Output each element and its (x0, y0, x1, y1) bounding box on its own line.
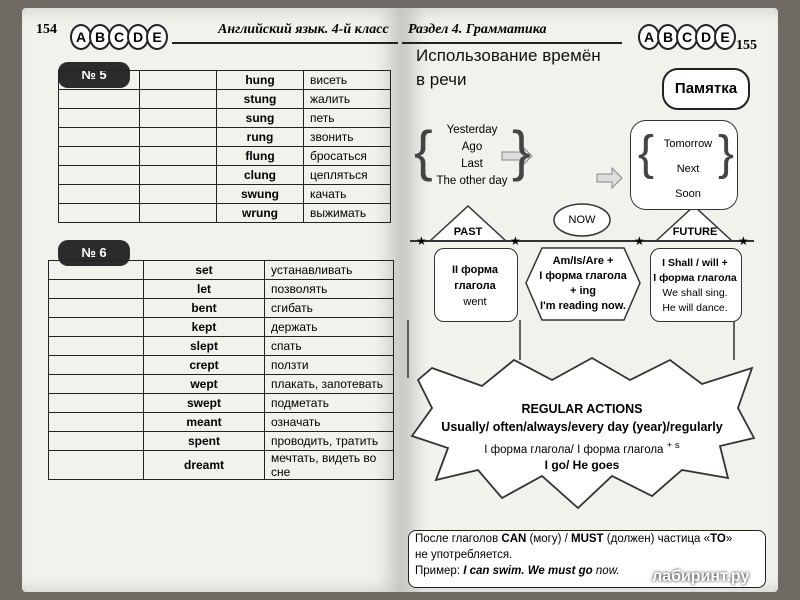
table-row (59, 147, 391, 166)
brace-icon: { (638, 127, 655, 180)
now-form-line: + ing (570, 285, 596, 297)
empty-cell (49, 337, 144, 356)
future-word: Soon (675, 188, 701, 200)
russian-translation: подметать (265, 394, 394, 413)
english-word: sung (217, 109, 304, 128)
header-rule (172, 42, 398, 44)
table-row (59, 204, 391, 223)
empty-cell (140, 166, 217, 185)
logo-letter: C (108, 24, 130, 50)
empty-cell (49, 261, 144, 280)
empty-cell (140, 147, 217, 166)
empty-cell (49, 299, 144, 318)
table-row (49, 280, 394, 299)
russian-translation: цепляться (304, 166, 391, 185)
future-form-line: I Shall / will + (662, 257, 728, 269)
star-icon: ★ (738, 234, 749, 248)
russian-translation: плакать, запотевать (265, 375, 394, 394)
table-row (59, 109, 391, 128)
future-label: FUTURE (672, 226, 718, 238)
logo-letter: B (657, 24, 679, 50)
empty-cell (49, 451, 144, 480)
table-row (49, 356, 394, 375)
english-word: wrung (217, 204, 304, 223)
empty-cell (140, 185, 217, 204)
empty-cell (49, 413, 144, 432)
running-header-right: Раздел 4. Грамматика (408, 22, 547, 37)
past-word: Last (461, 158, 483, 170)
future-word: Tomorrow (663, 138, 713, 150)
empty-cell (59, 185, 140, 204)
table-row (49, 261, 394, 280)
empty-cell (140, 71, 217, 90)
regular-actions-rule (432, 440, 732, 456)
running-header-left: Английский язык. 4-й класс (218, 22, 389, 37)
empty-cell (140, 204, 217, 223)
logo-letter: E (146, 24, 168, 50)
note-text: (могу) / (526, 533, 571, 545)
empty-cell (49, 318, 144, 337)
empty-cell (49, 280, 144, 299)
russian-translation: качать (304, 185, 391, 204)
past-label: PAST (453, 226, 483, 238)
russian-translation: проводить, тратить (265, 432, 394, 451)
english-word: let (144, 280, 265, 299)
russian-translation: спать (265, 337, 394, 356)
empty-cell (49, 356, 144, 375)
english-word: kept (144, 318, 265, 337)
english-word: swung (217, 185, 304, 204)
russian-translation: висеть (304, 71, 391, 90)
past-word: Yesterday (446, 124, 498, 136)
russian-translation: позволять (265, 280, 394, 299)
russian-translation: держать (265, 318, 394, 337)
note-text: » (725, 533, 733, 545)
note-to: TO (710, 533, 726, 545)
memo-bubble: Памятка (662, 68, 750, 110)
exercise-5-badge: № 5 (58, 62, 130, 88)
future-box-text (650, 256, 740, 316)
past-words-list (428, 122, 516, 190)
logo-letter: C (676, 24, 698, 50)
logo-letter: B (89, 24, 111, 50)
empty-cell (49, 375, 144, 394)
now-form-line: Am/Is/Are + (552, 255, 614, 267)
past-form-line: II форма (451, 264, 499, 276)
regular-rule-text: I форма глагола/ I форма глагола (484, 443, 664, 456)
empty-cell (49, 432, 144, 451)
future-form-line: I форма глагола (653, 272, 737, 284)
table-row (49, 375, 394, 394)
table-row (49, 451, 394, 480)
russian-translation: жалить (304, 90, 391, 109)
english-word: stung (217, 90, 304, 109)
table-row (59, 71, 391, 90)
regular-actions-title: REGULAR ACTIONS (521, 402, 643, 416)
future-example: We shall sing. (662, 287, 728, 299)
empty-cell (140, 90, 217, 109)
table-row (49, 394, 394, 413)
empty-cell (49, 394, 144, 413)
table-row (49, 432, 394, 451)
russian-translation: ползти (265, 356, 394, 375)
empty-cell (59, 90, 140, 109)
english-word: crept (144, 356, 265, 375)
empty-cell (140, 128, 217, 147)
past-form-line: глагола (454, 280, 496, 292)
english-word: hung (217, 71, 304, 90)
regular-actions-text (432, 400, 732, 436)
table-row (49, 413, 394, 432)
english-word: clung (217, 166, 304, 185)
russian-translation: сгибать (265, 299, 394, 318)
russian-translation: бросаться (304, 147, 391, 166)
table-row (59, 90, 391, 109)
right-page (402, 8, 778, 592)
past-example: went (463, 296, 487, 308)
english-word: meant (144, 413, 265, 432)
left-page (22, 8, 402, 592)
now-form-line: I форма глагола (539, 270, 627, 282)
empty-cell (59, 71, 140, 90)
empty-cell (59, 204, 140, 223)
now-box-text (532, 254, 634, 314)
note-line-2: не употребляется. (415, 549, 513, 561)
note-can: CAN (501, 533, 527, 545)
russian-translation: устанавливать (265, 261, 394, 280)
exercise-6-table (48, 260, 394, 480)
brace-icon: { (414, 119, 433, 182)
table-row (59, 185, 391, 204)
logo-letter: E (714, 24, 736, 50)
abcde-logo-left (70, 24, 165, 50)
exercise-6-badge: № 6 (58, 240, 130, 266)
table-row (59, 166, 391, 185)
regular-actions-adverbs: Usually/ often/always/every day (year)/regularly (441, 420, 723, 434)
note-example-3: now. (592, 565, 620, 577)
note-text: (должен) частица « (603, 533, 711, 545)
page-number-left: 154 (36, 22, 57, 37)
note-example-label: Пример: (415, 565, 464, 577)
empty-cell (59, 128, 140, 147)
future-word: Next (676, 163, 700, 175)
note-must: MUST (571, 533, 604, 545)
future-words-list (650, 132, 726, 207)
english-word: dreamt (144, 451, 265, 480)
table-row (59, 128, 391, 147)
logo-letter: A (70, 24, 92, 50)
note-example-2: We must go (524, 565, 593, 577)
table-row (49, 337, 394, 356)
past-word: Ago (461, 141, 483, 153)
english-word: bent (144, 299, 265, 318)
table-row (49, 299, 394, 318)
now-label: NOW (568, 214, 596, 226)
future-example: He will dance. (662, 302, 728, 314)
page-number-right: 155 (736, 38, 757, 53)
title-line-2: в речи (416, 70, 467, 89)
russian-translation: петь (304, 109, 391, 128)
english-word: flung (217, 147, 304, 166)
watermark: лабиринт.ру (652, 568, 750, 585)
russian-translation: означать (265, 413, 394, 432)
english-word: spent (144, 432, 265, 451)
logo-letter: D (127, 24, 149, 50)
brace-icon: } (512, 119, 531, 182)
empty-cell (59, 109, 140, 128)
empty-cell (140, 109, 217, 128)
regular-rule-suffix: + s (666, 440, 680, 451)
english-word: rung (217, 128, 304, 147)
regular-actions-example: I go/ He goes (544, 458, 620, 472)
english-word: slept (144, 337, 265, 356)
star-icon: ★ (634, 234, 645, 248)
note-example-1: I can swim. (463, 565, 525, 577)
now-example: I'm reading now. (540, 300, 626, 312)
past-word: The other day (436, 175, 508, 187)
logo-letter: D (695, 24, 717, 50)
past-box-text (434, 262, 516, 310)
future-arrow-shape (597, 168, 622, 188)
russian-translation: мечтать, видеть во сне (265, 451, 394, 480)
star-icon: ★ (416, 234, 427, 248)
empty-cell (59, 166, 140, 185)
english-word: swept (144, 394, 265, 413)
english-word: set (144, 261, 265, 280)
brace-icon: } (718, 127, 735, 180)
note-line-1 (409, 531, 765, 547)
title-line-1: Использование времён (416, 46, 601, 65)
note-text: После глаголов (415, 533, 502, 545)
logo-letter: A (638, 24, 660, 50)
russian-translation: звонить (304, 128, 391, 147)
exercise-5-table (58, 70, 391, 223)
empty-cell (59, 147, 140, 166)
star-icon: ★ (510, 234, 521, 248)
english-word: wept (144, 375, 265, 394)
table-row (49, 318, 394, 337)
russian-translation: выжимать (304, 204, 391, 223)
